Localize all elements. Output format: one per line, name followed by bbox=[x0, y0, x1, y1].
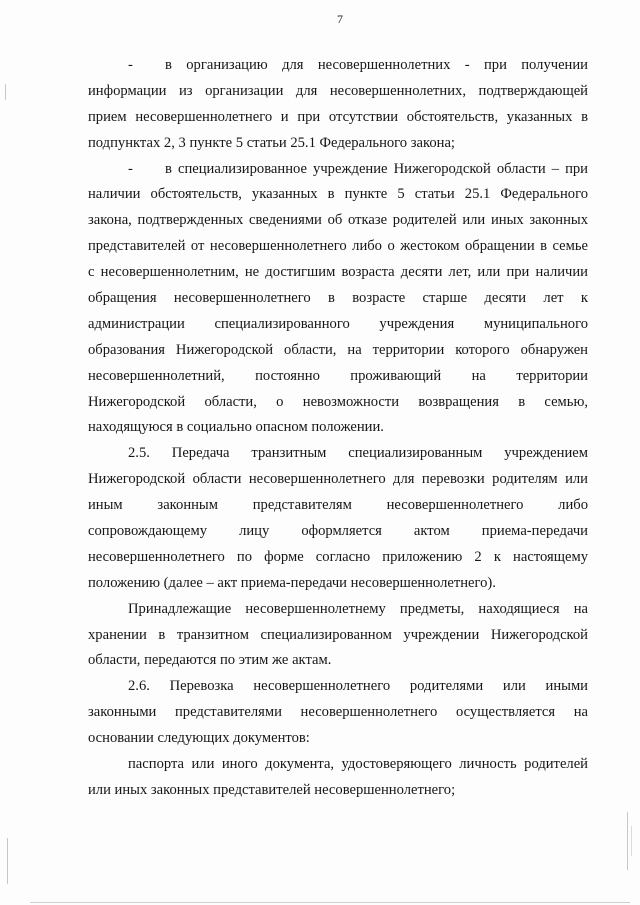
page-number: 7 bbox=[337, 12, 343, 26]
text-line: обращения несовершеннолетнего в возрасте старше десяти лет к bbox=[88, 290, 588, 307]
text-line: 2.5. Передача транзитным специализированным учреждением bbox=[128, 445, 588, 462]
scan-edge-mark bbox=[631, 826, 632, 856]
text-line: прием несовершеннолетнего и при отсутствии обстоятельств, указанных в bbox=[88, 108, 588, 125]
text-line bbox=[88, 157, 588, 183]
paragraph-passport bbox=[88, 752, 588, 804]
text-line: несовершеннолетний, постоянно проживающий на территории bbox=[88, 367, 588, 384]
text-line: с несовершеннолетним, не достигшим возраста десяти лет, или при наличии bbox=[88, 264, 588, 281]
text-line: представителей от несовершеннолетнего либо о жестоком обращении в семье bbox=[88, 238, 588, 255]
paragraph-belongings bbox=[88, 597, 588, 675]
text-line: Принадлежащие несовершеннолетнему предметы, находящиеся на bbox=[128, 600, 588, 617]
document-body bbox=[88, 53, 588, 804]
text-line: находящуюся в социально опасном положении. bbox=[88, 419, 384, 436]
text-line: области, передаются по этим же актам. bbox=[88, 652, 332, 669]
text-line: закона, подтвержденных сведениями об отказе родителей или иных законных bbox=[88, 212, 588, 229]
text-line: Нижегородской области несовершеннолетнего для перевозки родителям или bbox=[88, 471, 588, 488]
text-line: наличии обстоятельств, указанных в пункте 5 статьи 25.1 Федерального bbox=[88, 186, 588, 203]
line-text: в организацию для несовершеннолетних - при получении bbox=[165, 57, 588, 73]
text-line: информации из организации для несовершеннолетних, подтверждающей bbox=[88, 82, 588, 99]
text-line: или иных законных представителей несовершеннолетнего; bbox=[88, 781, 456, 798]
scan-edge-mark bbox=[5, 84, 6, 100]
text-line: несовершеннолетнего по форме согласно приложению 2 к настоящему bbox=[88, 548, 588, 565]
text-line: основании следующих документов: bbox=[88, 730, 310, 747]
text-line bbox=[88, 53, 588, 79]
text-line: иным законным представителям несовершеннолетнего либо bbox=[88, 497, 588, 514]
text-line: хранении в транзитном специализированном учреждении Нижегородской bbox=[88, 626, 588, 643]
text-line: 2.6. Перевозка несовершеннолетнего родителями или иными bbox=[128, 678, 588, 695]
text-line: Нижегородской области, о невозможности возвращения в семью, bbox=[88, 393, 588, 410]
list-dash: - bbox=[128, 160, 133, 177]
list-dash: - bbox=[128, 57, 133, 73]
line-text: в специализированное учреждение Нижегородской области – при bbox=[165, 160, 588, 177]
text-line: законными представителями несовершеннолетнего осуществляется на bbox=[88, 704, 588, 721]
paragraph-list-item bbox=[88, 53, 588, 157]
text-line: образования Нижегородской области, на территории которого обнаружен bbox=[88, 341, 588, 358]
scan-edge-mark bbox=[627, 812, 628, 870]
text-line: сопровождающему лицу оформляется актом приема-передачи bbox=[88, 523, 588, 540]
paragraph-list-item bbox=[88, 157, 588, 442]
text-line: паспорта или иного документа, удостоверяющего личность родителей bbox=[128, 756, 588, 773]
paragraph-section-2-6 bbox=[88, 674, 588, 752]
paragraph-section-2-5 bbox=[88, 441, 588, 596]
text-line: подпунктах 2, 3 пункте 5 статьи 25.1 Федерального закона; bbox=[88, 134, 455, 151]
text-line: администрации специализированного учреждения муниципального bbox=[88, 315, 588, 332]
scan-edge-mark bbox=[30, 902, 630, 903]
text-line: положению (далее – акт приема-передачи несовершеннолетнего). bbox=[88, 574, 496, 591]
scan-edge-mark bbox=[7, 838, 8, 884]
